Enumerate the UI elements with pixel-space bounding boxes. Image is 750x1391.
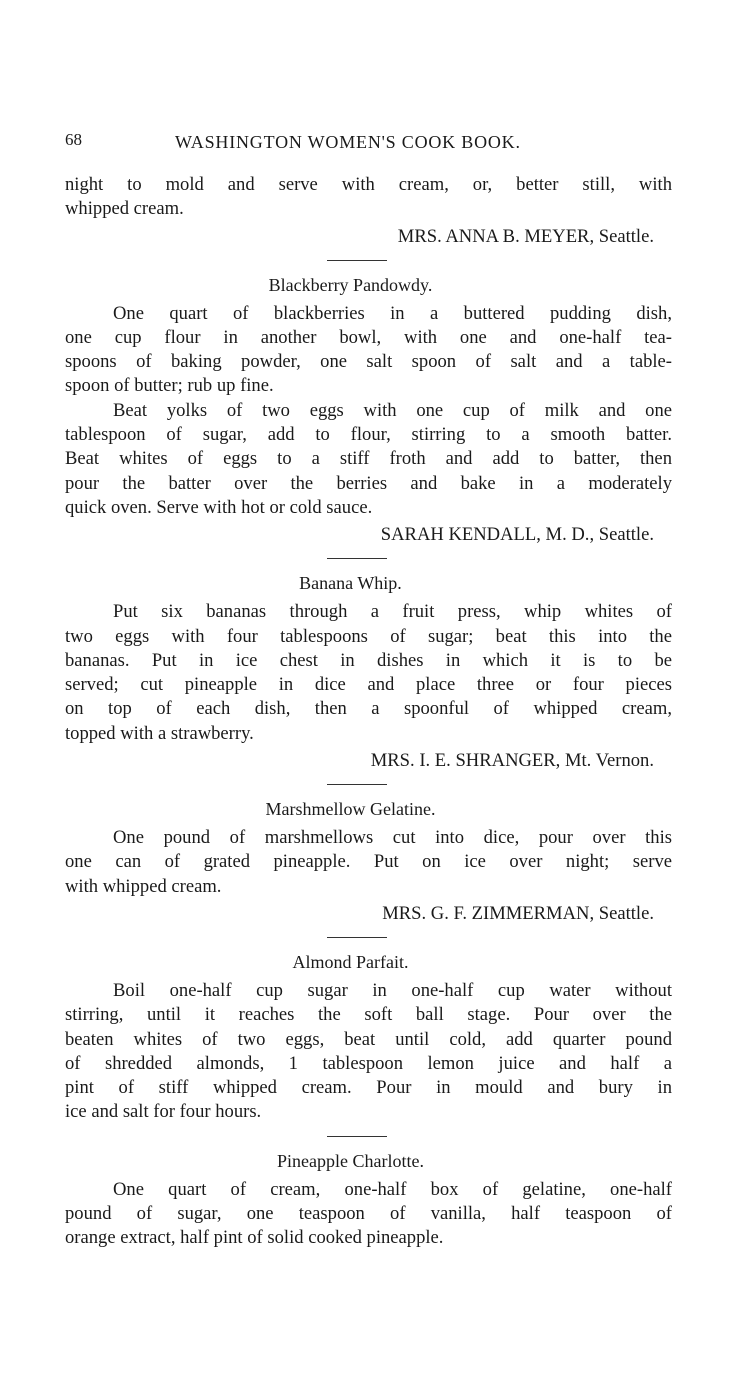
page-body: [65, 173, 672, 1251]
text-line: two eggs with four tablespoons of sugar; beat this into the: [65, 625, 672, 647]
text-line: on top of each dish, then a spoonful of whipped cream,: [65, 698, 672, 720]
text-line: spoon of butter; rub up fine.: [65, 375, 274, 397]
recipe-title: Blackberry Pandowdy.: [268, 274, 433, 295]
recipe-attribution: MRS. ANNA B. MEYER, Seattle.: [397, 225, 654, 247]
text-line: Beat whites of eggs to a stiff froth and add to batter, then: [65, 448, 672, 470]
recipe-title: Marshmellow Gelatine.: [265, 799, 436, 820]
text-line: Boil one-half cup sugar in one-half cup water without: [113, 979, 672, 1001]
text-line: of shredded almonds, 1 tablespoon lemon juice and half a: [65, 1052, 672, 1074]
text-line: one can of grated pineapple. Put on ice over night; serve: [65, 851, 672, 873]
text-line: One quart of blackberries in a buttered pudding dish,: [113, 302, 672, 324]
text-line: whipped cream.: [65, 198, 184, 220]
text-line: one cup flour in another bowl, with one and one-half tea-: [65, 326, 672, 348]
running-title: WASHINGTON WOMEN'S COOK BOOK.: [175, 132, 521, 152]
section-divider: [65, 926, 672, 950]
text-line: pour the batter over the berries and bake in a moderately: [65, 472, 672, 494]
section-divider: [65, 547, 672, 571]
running-header: [65, 128, 672, 152]
section-divider: [65, 773, 672, 797]
text-line: served; cut pineapple in dice and place three or four pieces: [65, 674, 672, 696]
page-number: 68: [65, 130, 82, 149]
text-line: stirring, until it reaches the soft ball stage. Pour over the: [65, 1004, 672, 1026]
text-line: spoons of baking powder, one salt spoon of salt and a table-: [65, 351, 672, 373]
text-line: tablespoon of sugar, add to flour, stirring to a smooth batter.: [65, 424, 672, 446]
text-line: One pound of marshmellows cut into dice, pour over this: [113, 827, 672, 849]
section-divider: [65, 249, 672, 273]
text-line: pint of stiff whipped cream. Pour in mould and bury in: [65, 1077, 672, 1099]
text-line: night to mold and serve with cream, or, better still, with: [65, 174, 672, 195]
text-line: Beat yolks of two eggs with one cup of milk and one: [113, 399, 672, 421]
section-divider: [65, 1125, 672, 1149]
recipe-title: Pineapple Charlotte.: [277, 1150, 424, 1171]
recipe-title: Almond Parfait.: [292, 951, 409, 972]
text-line: orange extract, half pint of solid cooked pineapple.: [65, 1227, 444, 1249]
text-line: ice and salt for four hours.: [65, 1101, 262, 1123]
text-line: beaten whites of two eggs, beat until cold, add quarter pound: [65, 1028, 672, 1050]
recipe-attribution: MRS. I. E. SHRANGER, Mt. Vernon.: [370, 750, 654, 772]
text-line: topped with a strawberry.: [65, 722, 254, 744]
text-line: Put six bananas through a fruit press, whip whites of: [113, 601, 672, 623]
text-line: One quart of cream, one-half box of gelatine, one-half: [113, 1178, 672, 1200]
text-line: bananas. Put in ice chest in dishes in which it is to be: [65, 649, 672, 671]
recipe-attribution: SARAH KENDALL, M. D., Seattle.: [380, 524, 654, 546]
text-line: with whipped cream.: [65, 875, 222, 897]
recipe-attribution: MRS. G. F. ZIMMERMAN, Seattle.: [382, 902, 654, 924]
text-line: quick oven. Serve with hot or cold sauce.: [65, 496, 373, 518]
text-line: pound of sugar, one teaspoon of vanilla, half teaspoon of: [65, 1203, 672, 1225]
recipe-title: Banana Whip.: [299, 573, 402, 594]
